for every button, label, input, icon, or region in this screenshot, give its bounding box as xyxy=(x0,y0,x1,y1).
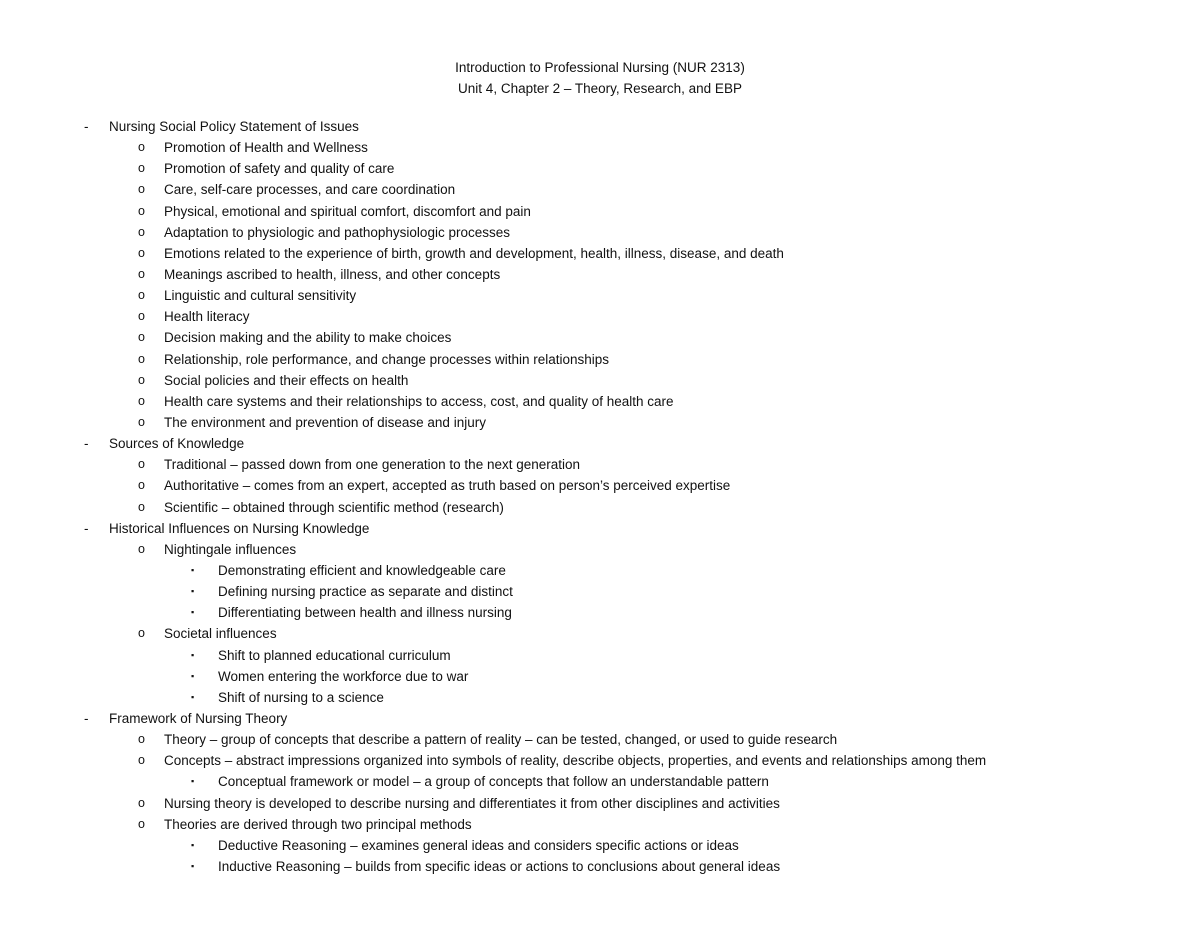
outline-item-text: Health care systems and their relationships to access, cost, and quality of health care xyxy=(164,393,674,409)
circle-bullet-icon: o xyxy=(138,414,145,429)
circle-bullet-icon: o xyxy=(138,266,145,281)
outline-item-text: Theories are derived through two principal methods xyxy=(164,816,472,832)
outline-heading-item xyxy=(0,708,1200,729)
outline-subitem xyxy=(0,137,1200,158)
outline-item-text: Women entering the workforce due to war xyxy=(218,668,469,684)
square-bullet-icon: ▪ xyxy=(191,564,195,575)
outline-subitem xyxy=(0,454,1200,475)
circle-bullet-icon: o xyxy=(138,393,145,408)
outline-subsubitem xyxy=(0,687,1200,708)
square-bullet-icon: ▪ xyxy=(191,776,195,787)
outline-subitem xyxy=(0,412,1200,433)
outline-item-text: Decision making and the ability to make choices xyxy=(164,330,452,346)
outline-item-text: Shift to planned educational curriculum xyxy=(218,647,451,663)
circle-bullet-icon: o xyxy=(138,732,145,747)
outline-item-text: Historical Influences on Nursing Knowledge xyxy=(109,520,370,536)
outline-subitem xyxy=(0,285,1200,306)
outline-item-text: Traditional – passed down from one generation to the next generation xyxy=(164,457,581,473)
outline-subsubitem xyxy=(0,856,1200,877)
outline-subitem xyxy=(0,475,1200,496)
circle-bullet-icon: o xyxy=(138,478,145,493)
outline-item-text: Authoritative – comes from an expert, accepted as truth based on person’s perceived expertise xyxy=(164,478,731,494)
outline-subitem xyxy=(0,264,1200,285)
outline-subitem xyxy=(0,327,1200,348)
circle-bullet-icon: o xyxy=(138,224,145,239)
square-bullet-icon: ▪ xyxy=(191,607,195,618)
outline-subitem xyxy=(0,391,1200,412)
circle-bullet-icon: o xyxy=(138,457,145,472)
outline-item-text: Inductive Reasoning – builds from specific ideas or actions to conclusions about general ideas xyxy=(218,858,781,874)
outline-item-text: Nursing Social Policy Statement of Issues xyxy=(109,119,359,134)
document-subtitle: Unit 4, Chapter 2 – Theory, Research, and EBP xyxy=(458,81,742,96)
outline-subitem xyxy=(0,750,1200,771)
circle-bullet-icon: o xyxy=(138,626,145,641)
outline-item-text: Nursing theory is developed to describe nursing and differentiates it from other disciplines and activities xyxy=(164,795,780,811)
outline-item-text: Health literacy xyxy=(164,309,250,325)
outline-subitem xyxy=(0,201,1200,222)
outline-subsubitem xyxy=(0,602,1200,623)
outline-subsubitem xyxy=(0,560,1200,581)
outline-item-text: Differentiating between health and illness nursing xyxy=(218,605,512,621)
outline-item-text: Adaptation to physiologic and pathophysiologic processes xyxy=(164,224,510,240)
outline-item-text: Physical, emotional and spiritual comfort, discomfort and pain xyxy=(164,203,531,219)
circle-bullet-icon: o xyxy=(138,351,145,366)
outline-item-text: The environment and prevention of disease and injury xyxy=(164,414,486,430)
outline-subitem xyxy=(0,306,1200,327)
outline-item-text: Conceptual framework or model – a group of concepts that follow an understandable pattern xyxy=(218,774,769,790)
outline-subitem xyxy=(0,793,1200,814)
circle-bullet-icon: o xyxy=(138,203,145,218)
circle-bullet-icon: o xyxy=(138,499,145,514)
outline-item-text: Relationship, role performance, and change processes within relationships xyxy=(164,351,609,367)
circle-bullet-icon: o xyxy=(138,330,145,345)
circle-bullet-icon: o xyxy=(138,245,145,260)
outline-item-text: Meanings ascribed to health, illness, and other concepts xyxy=(164,266,501,282)
outline-item-text: Emotions related to the experience of birth, growth and development, health, illness, disease, and death xyxy=(164,245,784,261)
outline-subitem xyxy=(0,729,1200,750)
dash-bullet-icon: - xyxy=(84,119,89,134)
notes-outline xyxy=(0,116,1200,877)
outline-item-text: Care, self-care processes, and care coordination xyxy=(164,182,456,198)
circle-bullet-icon: o xyxy=(138,288,145,303)
dash-bullet-icon: - xyxy=(84,710,89,726)
outline-item-text: Concepts – abstract impressions organized into symbols of reality, describe objects, properties, and events and relationships among them xyxy=(164,753,987,769)
outline-subitem xyxy=(0,158,1200,179)
circle-bullet-icon: o xyxy=(138,541,145,556)
square-bullet-icon: ▪ xyxy=(191,691,195,702)
outline-subitem xyxy=(0,349,1200,370)
outline-subsubitem xyxy=(0,581,1200,602)
outline-subsubitem xyxy=(0,835,1200,856)
outline-subitem xyxy=(0,623,1200,644)
circle-bullet-icon: o xyxy=(138,182,145,197)
outline-heading-item xyxy=(0,433,1200,454)
outline-item-text: Societal influences xyxy=(164,626,277,642)
square-bullet-icon: ▪ xyxy=(191,649,195,660)
outline-subitem xyxy=(0,179,1200,200)
square-bullet-icon: ▪ xyxy=(191,670,195,681)
outline-subitem xyxy=(0,222,1200,243)
circle-bullet-icon: o xyxy=(138,140,145,155)
outline-subitem xyxy=(0,243,1200,264)
outline-item-text: Framework of Nursing Theory xyxy=(109,710,288,726)
outline-item-text: Scientific – obtained through scientific method (research) xyxy=(164,499,504,515)
circle-bullet-icon: o xyxy=(138,161,145,176)
dash-bullet-icon: - xyxy=(84,436,89,452)
outline-item-text: Linguistic and cultural sensitivity xyxy=(164,288,357,304)
outline-subsubitem xyxy=(0,666,1200,687)
outline-subitem xyxy=(0,539,1200,560)
circle-bullet-icon: o xyxy=(138,753,145,768)
outline-heading-item xyxy=(0,116,1200,137)
outline-item-text: Social policies and their effects on health xyxy=(164,372,409,388)
circle-bullet-icon: o xyxy=(138,795,145,810)
dash-bullet-icon: - xyxy=(84,520,89,536)
outline-subitem xyxy=(0,497,1200,518)
outline-subsubitem xyxy=(0,645,1200,666)
outline-item-text: Promotion of Health and Wellness xyxy=(164,140,368,156)
outline-item-text: Theory – group of concepts that describe a pattern of reality – can be tested, changed, or used to guide research xyxy=(164,732,838,748)
outline-subitem xyxy=(0,370,1200,391)
outline-subitem xyxy=(0,814,1200,835)
square-bullet-icon: ▪ xyxy=(191,839,195,850)
outline-item-text: Sources of Knowledge xyxy=(109,436,245,452)
square-bullet-icon: ▪ xyxy=(191,860,195,871)
outline-heading-item xyxy=(0,518,1200,539)
outline-item-text: Demonstrating efficient and knowledgeable care xyxy=(218,562,506,578)
outline-item-text: Deductive Reasoning – examines general ideas and considers specific actions or ideas xyxy=(218,837,739,853)
circle-bullet-icon: o xyxy=(138,816,145,831)
outline-item-text: Shift of nursing to a science xyxy=(218,689,384,705)
circle-bullet-icon: o xyxy=(138,372,145,387)
title-block xyxy=(0,57,1200,99)
outline-subsubitem xyxy=(0,771,1200,792)
outline-item-text: Promotion of safety and quality of care xyxy=(164,161,395,177)
circle-bullet-icon: o xyxy=(138,309,145,324)
outline-item-text: Nightingale influences xyxy=(164,541,297,557)
outline-item-text: Defining nursing practice as separate and distinct xyxy=(218,584,513,600)
document-title: Introduction to Professional Nursing (NUR 2313) xyxy=(455,60,745,75)
square-bullet-icon: ▪ xyxy=(191,586,195,597)
